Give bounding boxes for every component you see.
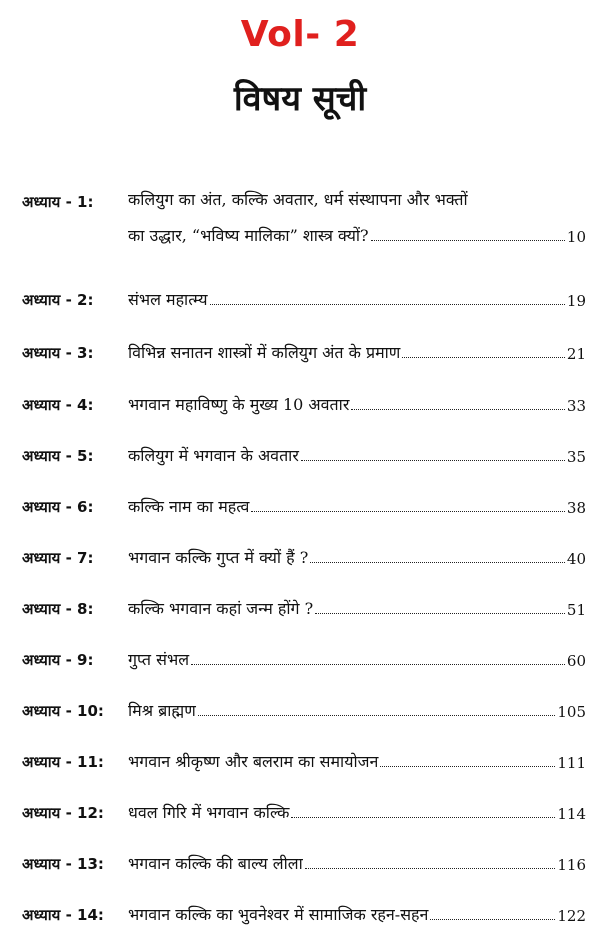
dot-leader: [198, 715, 556, 716]
chapter-title: मिश्र ब्राह्मण: [128, 701, 196, 720]
chapter-title: कल्कि भगवान कहां जन्म होंगे ?: [128, 599, 314, 618]
chapter-label: अध्याय - 4:: [22, 396, 94, 414]
chapter-title: संभल महात्म्य: [128, 290, 208, 309]
chapter-label: अध्याय - 12:: [22, 804, 104, 822]
chapter-label: अध्याय - 8:: [22, 600, 94, 618]
dot-leader: [291, 817, 555, 818]
page-number: 122: [557, 907, 586, 925]
dot-leader: [380, 766, 555, 767]
volume-label: Vol- 2: [240, 14, 360, 55]
dot-leader: [315, 613, 565, 614]
chapter-label: अध्याय - 14:: [22, 906, 104, 924]
chapter-label: अध्याय - 3:: [22, 344, 94, 362]
page-number: 105: [557, 703, 586, 721]
page-number: 51: [566, 601, 586, 619]
dot-leader: [402, 357, 565, 358]
chapter-title: भगवान कल्कि की बाल्य लीला: [128, 854, 303, 873]
chapter-title: भगवान महाविष्णु के मुख्य 10 अवतार: [128, 395, 350, 414]
page-number: 21: [566, 345, 586, 363]
chapter-title: कल्कि नाम का महत्व: [128, 497, 250, 516]
dot-leader: [210, 304, 565, 305]
dot-leader: [305, 868, 556, 869]
chapter-label: अध्याय - 13:: [22, 855, 104, 873]
chapter-label: अध्याय - 6:: [22, 498, 94, 516]
chapter-label: अध्याय - 2:: [22, 291, 94, 309]
dot-leader: [251, 511, 564, 512]
page-title: विषय सूची: [233, 79, 367, 119]
chapter-label: अध्याय - 10:: [22, 702, 104, 720]
chapter-label: अध्याय - 7:: [22, 549, 94, 567]
dot-leader: [371, 240, 565, 241]
chapter-label: अध्याय - 5:: [22, 447, 94, 465]
page-number: 35: [566, 448, 586, 466]
page-number: 33: [566, 397, 586, 415]
chapter-label: अध्याय - 11:: [22, 753, 104, 771]
dot-leader: [430, 919, 555, 920]
page-number: 116: [557, 856, 586, 874]
dot-leader: [310, 562, 565, 563]
chapter-title: भगवान कल्कि गुप्त में क्यों हैं ?: [128, 548, 309, 567]
chapter-title: का उद्धार, “भविष्य मालिका” शास्त्र क्यों?: [128, 226, 369, 245]
page-number: 40: [566, 550, 586, 568]
page-number: 19: [566, 292, 586, 310]
dot-leader: [351, 409, 565, 410]
page-number: 38: [566, 499, 586, 517]
chapter-title: कलियुग में भगवान के अवतार: [128, 446, 299, 465]
chapter-label: अध्याय - 9:: [22, 651, 94, 669]
chapter-title: गुप्त संभल: [128, 650, 190, 669]
chapter-title: धवल गिरि में भगवान कल्कि: [128, 803, 290, 822]
chapter-title: भगवान कल्कि का भुवनेश्वर में सामाजिक रहन-सहन: [128, 905, 429, 924]
chapter-title: भगवान श्रीकृष्ण और बलराम का समायोजन: [128, 752, 379, 771]
page-number: 10: [566, 228, 586, 246]
chapter-title: विभिन्न सनातन शास्त्रों में कलियुग अंत के प्रमाण: [128, 343, 401, 362]
chapter-title-line1: कलियुग का अंत, कल्कि अवतार, धर्म संस्थापना और भक्तों: [128, 190, 468, 209]
page-number: 111: [557, 754, 586, 772]
page-number: 114: [557, 805, 586, 823]
dot-leader: [301, 460, 565, 461]
chapter-label: अध्याय - 1:: [22, 193, 94, 211]
page-number: 60: [566, 652, 586, 670]
dot-leader: [191, 664, 565, 665]
